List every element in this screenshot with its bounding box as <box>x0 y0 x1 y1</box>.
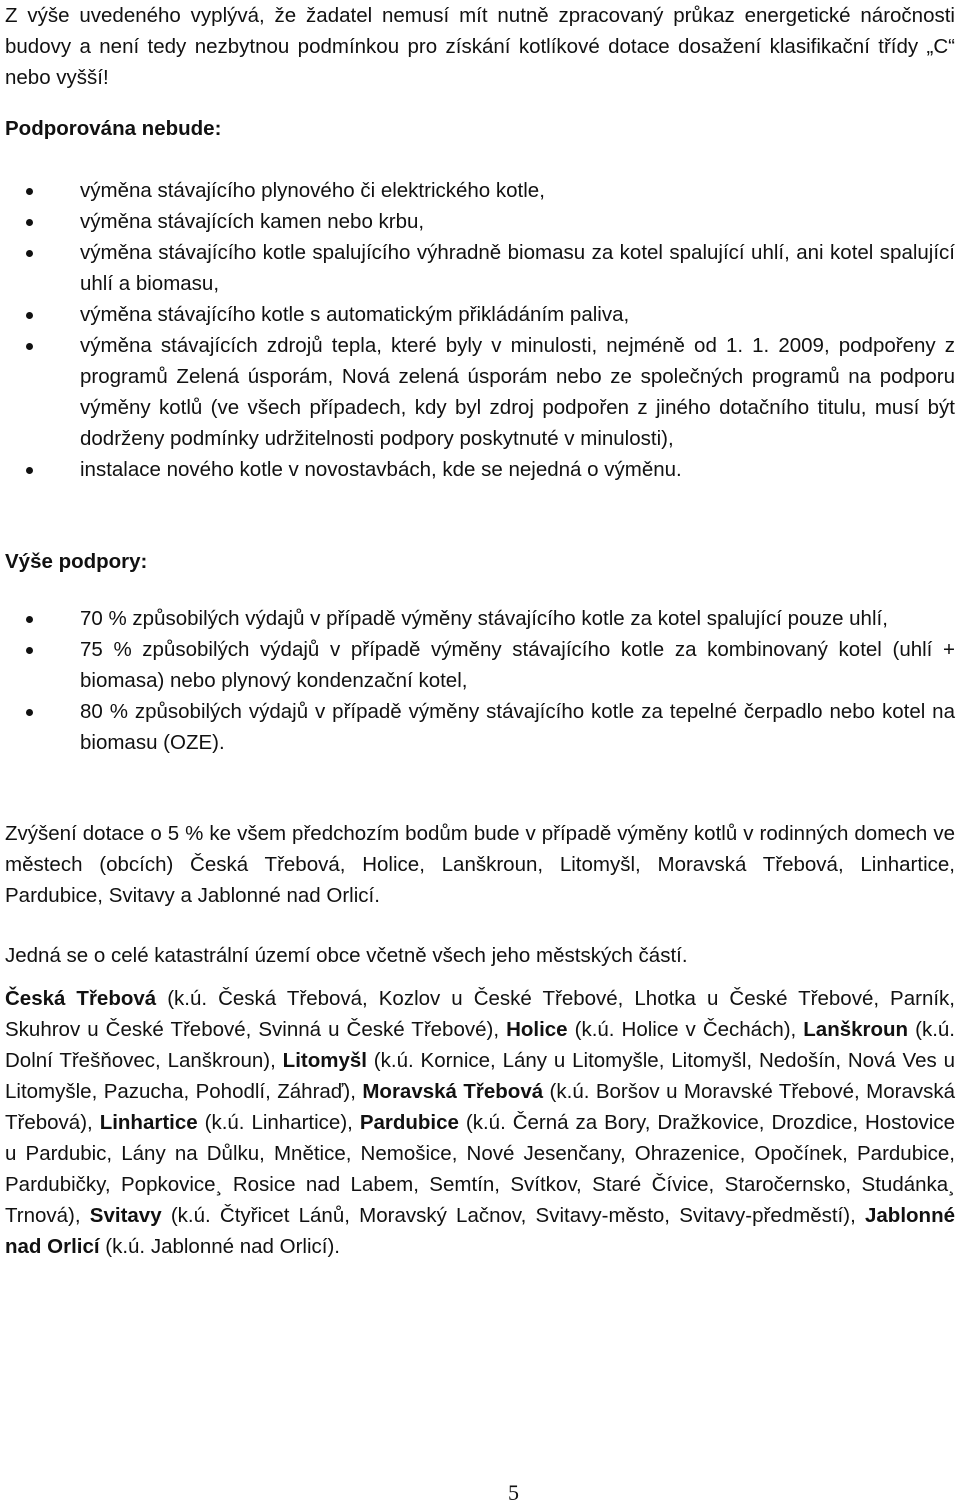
bullet-icon <box>26 188 33 195</box>
not-supported-heading: Podporována nebude: <box>5 117 222 140</box>
cadastral-areas-paragraph <box>5 983 955 1262</box>
town-detail: (k.ú. Linhartice), <box>197 1111 360 1134</box>
town-name: Lanškroun <box>803 1018 909 1041</box>
bullet-icon <box>26 467 33 474</box>
town-name: Česká Třebová <box>5 987 157 1010</box>
town-name: Svitavy <box>89 1204 162 1227</box>
list-item: 75 % způsobilých výdajů v případě výměny stávajícího kotle za kombinovaný kotel (uhlí + biomasa) nebo plynový kondenzační kotel, <box>5 634 955 696</box>
support-level-list <box>5 603 955 758</box>
town-name: Holice <box>506 1018 568 1041</box>
town-name: Moravská Třebová <box>362 1080 544 1103</box>
town-detail: (k.ú. Dolní Třešňovec, Lanškroun), <box>5 1018 955 1072</box>
list-item: 80 % způsobilých výdajů v případě výměny stávajícího kotle za tepelné čerpadlo nebo kotel na biomasu (OZE). <box>5 696 955 758</box>
town-detail: (k.ú. Kornice, Lány u Litomyšle, Litomyšl, Nedošín, Nová Ves u Litomyšle, Pazucha, Pohodlí, Záhraď), <box>5 1049 955 1103</box>
town-name: Pardubice <box>359 1111 459 1134</box>
support-level-heading: Výše podpory: <box>5 550 148 573</box>
bullet-icon <box>26 343 33 350</box>
list-item: výměna stávajícího kotle s automatickým přikládáním paliva, <box>5 299 955 330</box>
intro-paragraph: Z výše uvedeného vyplývá, že žadatel nemusí mít nutně zpracovaný průkaz energetické náročnosti budovy a není tedy nezbytnou podmínkou pro získání kotlíkové dotace dosažení klasifikační třídy „C“ nebo vyšší! <box>5 4 955 89</box>
bullet-icon <box>26 709 33 716</box>
town-name: Litomyšl <box>282 1049 367 1072</box>
town-detail: (k.ú. Černá za Bory, Dražkovice, Drozdice, Hostovice u Pardubic, Lány na Důlku, Mnětice, Nemošice, Nové Jesenčany, Ohrazenice, Opočínek, Pardubice, Pardubičky, Popkovice¸ Rosice nad Labem, Semtín, Svítkov, Staré Čívice, Staročernsko, Studánka¸ Trnová), <box>5 1111 955 1227</box>
list-item: 70 % způsobilých výdajů v případě výměny stávajícího kotle za kotel spalující pouze uhlí, <box>5 603 955 634</box>
bullet-icon <box>26 616 33 623</box>
not-supported-list <box>5 175 955 485</box>
list-item: výměna stávajících zdrojů tepla, které byly v minulosti, nejméně od 1. 1. 2009, podpořeny z programů Zelená úsporám, Nová zelená úsporám nebo ze společných programů na podporu výměny kotlů (ve všech případech, kdy byl zdroj podpořen z jiného dotačního titulu, musí být dodrženy podmínky udržitelnosti podpory poskytnuté v minulosti), <box>5 330 955 454</box>
town-name: Jablonné nad Orlicí <box>5 1204 955 1258</box>
town-detail: (k.ú. Čtyřicet Lánů, Moravský Lačnov, Svitavy-město, Svitavy-předměstí), <box>161 1204 865 1227</box>
list-item: výměna stávajícího kotle spalujícího výhradně biomasu za kotel spalující uhlí, ani kotel spalující uhlí a biomasu, <box>5 237 955 299</box>
town-detail: (k.ú. Jablonné nad Orlicí). <box>99 1235 340 1258</box>
bullet-icon <box>26 312 33 319</box>
increase-paragraph: Zvýšení dotace o 5 % ke všem předchozím bodům bude v případě výměny kotlů v rodinných domech ve městech (obcích) Česká Třebová, Holice, Lanškroun, Litomyšl, Moravská Třebová, Linhartice, Pardubice, Svitavy a Jablonné nad Orlicí. <box>5 822 955 907</box>
town-detail: (k.ú. Boršov u Moravské Třebové, Moravská Třebová), <box>5 1080 955 1134</box>
territory-paragraph: Jedná se o celé katastrální území obce včetně všech jeho městských částí. <box>5 944 688 967</box>
bullet-icon <box>26 647 33 654</box>
list-item: instalace nového kotle v novostavbách, kde se nejedná o výměnu. <box>5 454 955 485</box>
town-name: Linhartice <box>99 1111 198 1134</box>
list-item: výměna stávajících kamen nebo krbu, <box>5 206 955 237</box>
list-item: výměna stávajícího plynového či elektrického kotle, <box>5 175 955 206</box>
bullet-icon <box>26 219 33 226</box>
page-number: 5 <box>508 1480 519 1505</box>
town-detail: (k.ú. Holice v Čechách), <box>567 1018 804 1041</box>
town-detail: (k.ú. Česká Třebová, Kozlov u České Třebové, Lhotka u České Třebové, Parník, Skuhrov u České Třebové, Svinná u České Třebové), <box>5 987 955 1041</box>
bullet-icon <box>26 250 33 257</box>
